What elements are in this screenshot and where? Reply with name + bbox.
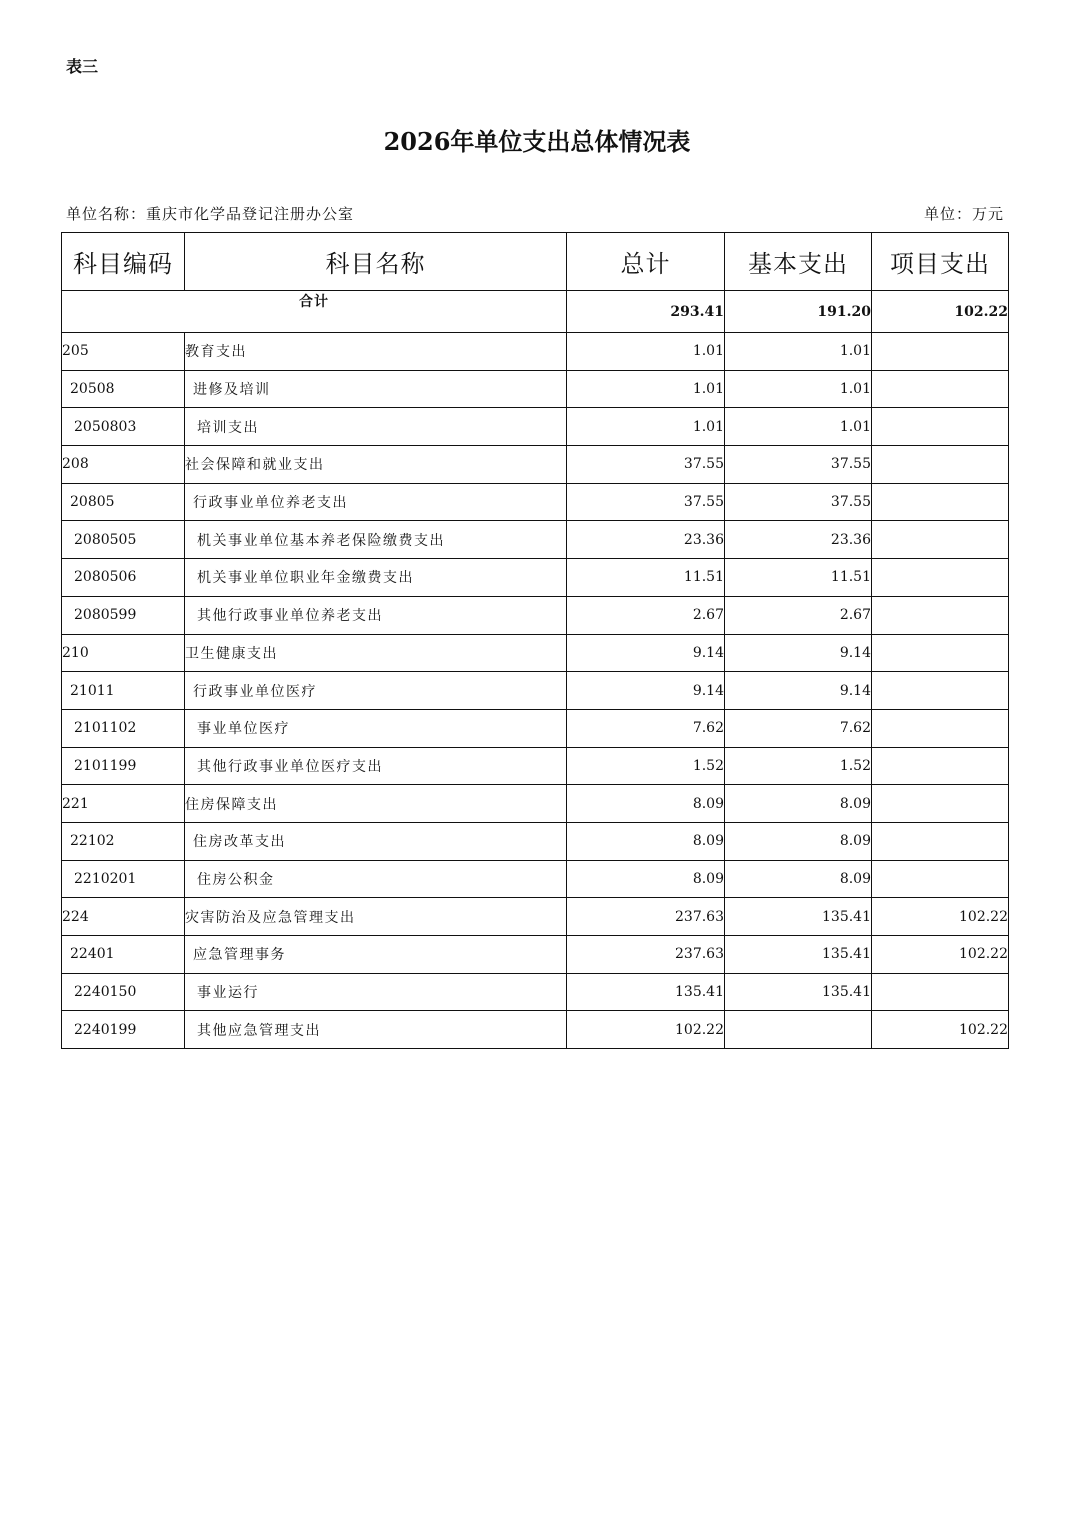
cell-name: 事业单位医疗 bbox=[185, 709, 567, 747]
cell-project: 102.22 bbox=[872, 1011, 1009, 1049]
cell-project bbox=[872, 521, 1009, 559]
cell-basic: 37.55 bbox=[725, 483, 872, 521]
cell-total: 8.09 bbox=[567, 822, 725, 860]
table-row bbox=[62, 446, 1009, 484]
cell-project bbox=[872, 973, 1009, 1011]
table-row bbox=[62, 559, 1009, 597]
cell-name: 培训支出 bbox=[185, 408, 567, 446]
cell-total: 8.09 bbox=[567, 860, 725, 898]
cell-code: 21011 bbox=[62, 672, 185, 710]
cell-project bbox=[872, 559, 1009, 597]
cell-code: 20508 bbox=[62, 370, 185, 408]
cell-project bbox=[872, 747, 1009, 785]
cell-name: 住房保障支出 bbox=[185, 785, 567, 823]
cell-name: 进修及培训 bbox=[185, 370, 567, 408]
cell-code: 2080599 bbox=[62, 596, 185, 634]
cell-total: 7.62 bbox=[567, 709, 725, 747]
cell-name: 其他应急管理支出 bbox=[185, 1011, 567, 1049]
cell-code: 22102 bbox=[62, 822, 185, 860]
table-row bbox=[62, 672, 1009, 710]
cell-code: 2050803 bbox=[62, 408, 185, 446]
cell-project bbox=[872, 333, 1009, 371]
cell-name: 灾害防治及应急管理支出 bbox=[185, 898, 567, 936]
table-row bbox=[62, 370, 1009, 408]
total-label: 合计 bbox=[62, 291, 567, 333]
cell-project bbox=[872, 709, 1009, 747]
cell-name: 住房公积金 bbox=[185, 860, 567, 898]
cell-name: 机关事业单位职业年金缴费支出 bbox=[185, 559, 567, 597]
cell-basic: 8.09 bbox=[725, 860, 872, 898]
cell-name: 住房改革支出 bbox=[185, 822, 567, 860]
table-row bbox=[62, 747, 1009, 785]
header-total: 总计 bbox=[567, 233, 725, 291]
cell-name: 应急管理事务 bbox=[185, 936, 567, 974]
cell-name: 其他行政事业单位医疗支出 bbox=[185, 747, 567, 785]
cell-total: 9.14 bbox=[567, 672, 725, 710]
cell-basic: 135.41 bbox=[725, 898, 872, 936]
cell-basic: 9.14 bbox=[725, 672, 872, 710]
unit-measure: 单位：万元 bbox=[923, 205, 1004, 223]
table-row bbox=[62, 822, 1009, 860]
cell-project bbox=[872, 483, 1009, 521]
cell-total: 8.09 bbox=[567, 785, 725, 823]
cell-code: 2240150 bbox=[62, 973, 185, 1011]
page-title: 2026年单位支出总体情况表 bbox=[383, 127, 691, 156]
cell-basic bbox=[725, 1011, 872, 1049]
cell-basic: 1.01 bbox=[725, 333, 872, 371]
header-basic: 基本支出 bbox=[725, 233, 872, 291]
cell-total: 9.14 bbox=[567, 634, 725, 672]
table-row bbox=[62, 483, 1009, 521]
cell-code: 2101199 bbox=[62, 747, 185, 785]
total-row bbox=[62, 291, 1009, 333]
cell-total: 1.01 bbox=[567, 370, 725, 408]
cell-project bbox=[872, 785, 1009, 823]
cell-name: 教育支出 bbox=[185, 333, 567, 371]
cell-code: 205 bbox=[62, 333, 185, 371]
cell-basic: 9.14 bbox=[725, 634, 872, 672]
cell-name: 卫生健康支出 bbox=[185, 634, 567, 672]
cell-name: 行政事业单位养老支出 bbox=[185, 483, 567, 521]
cell-basic: 1.01 bbox=[725, 408, 872, 446]
cell-name: 社会保障和就业支出 bbox=[185, 446, 567, 484]
cell-total: 37.55 bbox=[567, 446, 725, 484]
cell-project: 102.22 bbox=[872, 936, 1009, 974]
cell-project bbox=[872, 822, 1009, 860]
cell-total: 11.51 bbox=[567, 559, 725, 597]
cell-code: 2240199 bbox=[62, 1011, 185, 1049]
table-label: 表三 bbox=[66, 57, 99, 76]
cell-code: 2080505 bbox=[62, 521, 185, 559]
cell-project bbox=[872, 596, 1009, 634]
table-row bbox=[62, 898, 1009, 936]
cell-code: 2101102 bbox=[62, 709, 185, 747]
cell-name: 其他行政事业单位养老支出 bbox=[185, 596, 567, 634]
table-row bbox=[62, 1011, 1009, 1049]
cell-total: 237.63 bbox=[567, 936, 725, 974]
header-name: 科目名称 bbox=[185, 233, 567, 291]
total-sum: 293.41 bbox=[567, 291, 725, 333]
cell-total: 135.41 bbox=[567, 973, 725, 1011]
header-project: 项目支出 bbox=[872, 233, 1009, 291]
cell-project: 102.22 bbox=[872, 898, 1009, 936]
cell-code: 221 bbox=[62, 785, 185, 823]
table-row bbox=[62, 408, 1009, 446]
table-row bbox=[62, 936, 1009, 974]
table-row bbox=[62, 709, 1009, 747]
cell-code: 224 bbox=[62, 898, 185, 936]
cell-code: 22401 bbox=[62, 936, 185, 974]
cell-basic: 23.36 bbox=[725, 521, 872, 559]
cell-project bbox=[872, 370, 1009, 408]
cell-code: 2210201 bbox=[62, 860, 185, 898]
table-row bbox=[62, 973, 1009, 1011]
table-row bbox=[62, 333, 1009, 371]
cell-name: 机关事业单位基本养老保险缴费支出 bbox=[185, 521, 567, 559]
cell-total: 1.01 bbox=[567, 408, 725, 446]
total-basic: 191.20 bbox=[725, 291, 872, 333]
cell-basic: 135.41 bbox=[725, 973, 872, 1011]
cell-basic: 7.62 bbox=[725, 709, 872, 747]
cell-total: 102.22 bbox=[567, 1011, 725, 1049]
cell-total: 37.55 bbox=[567, 483, 725, 521]
cell-basic: 8.09 bbox=[725, 785, 872, 823]
cell-code: 210 bbox=[62, 634, 185, 672]
cell-basic: 37.55 bbox=[725, 446, 872, 484]
table-row bbox=[62, 634, 1009, 672]
header-row bbox=[62, 233, 1009, 291]
cell-basic: 1.52 bbox=[725, 747, 872, 785]
cell-project bbox=[872, 634, 1009, 672]
table-row bbox=[62, 596, 1009, 634]
cell-basic: 2.67 bbox=[725, 596, 872, 634]
cell-code: 208 bbox=[62, 446, 185, 484]
cell-total: 1.01 bbox=[567, 333, 725, 371]
expenditure-table bbox=[61, 232, 1009, 1049]
header-code: 科目编码 bbox=[62, 233, 185, 291]
cell-total: 23.36 bbox=[567, 521, 725, 559]
cell-project bbox=[872, 408, 1009, 446]
table-row bbox=[62, 785, 1009, 823]
cell-project bbox=[872, 446, 1009, 484]
total-project: 102.22 bbox=[872, 291, 1009, 333]
cell-code: 20805 bbox=[62, 483, 185, 521]
cell-basic: 11.51 bbox=[725, 559, 872, 597]
cell-code: 2080506 bbox=[62, 559, 185, 597]
cell-total: 237.63 bbox=[567, 898, 725, 936]
cell-total: 2.67 bbox=[567, 596, 725, 634]
cell-project bbox=[872, 860, 1009, 898]
cell-basic: 1.01 bbox=[725, 370, 872, 408]
unit-name: 单位名称：重庆市化学品登记注册办公室 bbox=[66, 205, 355, 223]
table-row bbox=[62, 521, 1009, 559]
cell-project bbox=[872, 672, 1009, 710]
cell-name: 事业运行 bbox=[185, 973, 567, 1011]
table-row bbox=[62, 860, 1009, 898]
cell-basic: 8.09 bbox=[725, 822, 872, 860]
cell-total: 1.52 bbox=[567, 747, 725, 785]
cell-basic: 135.41 bbox=[725, 936, 872, 974]
cell-name: 行政事业单位医疗 bbox=[185, 672, 567, 710]
